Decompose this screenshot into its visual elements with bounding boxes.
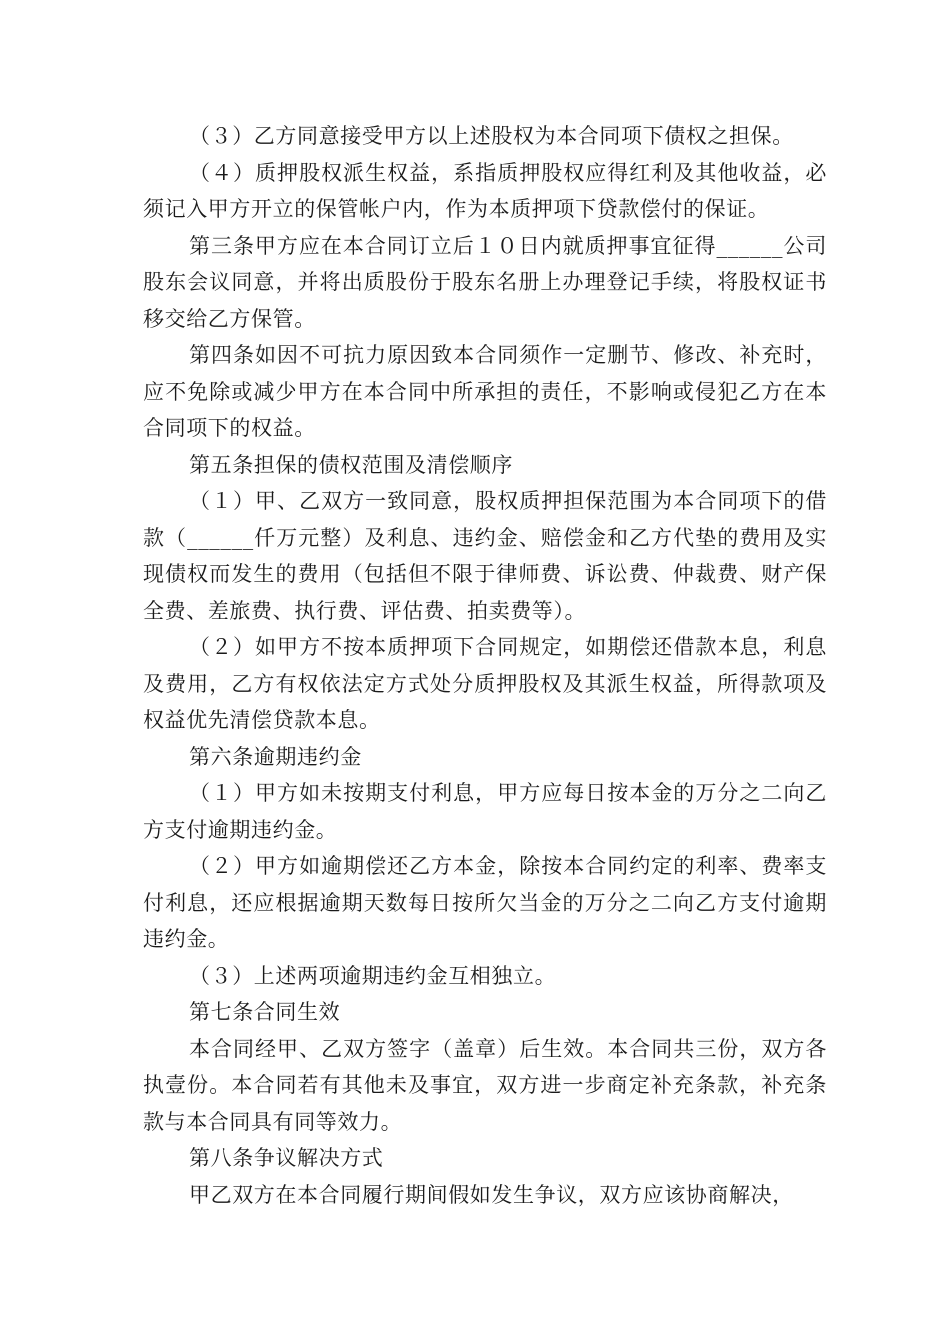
clause-5-heading: 第五条担保的债权范围及清偿顺序 (189, 452, 513, 477)
clause-8-body: 甲乙双方在本合同履行期间假如发生争议，双方应该协商解决， (189, 1182, 794, 1207)
clause-3: 第三条甲方应在本合同订立后１０日内就质押事宜征得______公司股东会议同意，并将出质股份于股东名册上办理登记手续，将股权证书移交给乙方保管。 (143, 233, 827, 331)
clause-6-heading: 第六条逾期违约金 (189, 744, 362, 769)
clause-5-item-2: （２）如甲方不按本质押项下合同规定，如期偿还借款本息，利息及费用，乙方有权依法定方式处分质押股权及其派生权益，所得款项及权益优先清偿贷款本息。 (143, 635, 827, 732)
clause-7-heading: 第七条合同生效 (189, 1000, 341, 1024)
clause-7-body: 本合同经甲、乙双方签字（盖章）后生效。本合同共三份，双方各执壹份。本合同若有其他未及事宜，双方进一步商定补充条款，补充条款与本合同具有同等效力。 (143, 1036, 827, 1134)
clause-2-item-3: （３）乙方同意接受甲方以上述股权为本合同项下债权之担保。 (189, 124, 794, 148)
clause-4: 第四条如因不可抗力原因致本合同须作一定删节、修改、补充时，应不免除或减少甲方在本合同中所承担的责任，不影响或侵犯乙方在本合同项下的权益。 (143, 343, 827, 440)
clause-6-item-1: （１）甲方如未按期支付利息，甲方应每日按本金的万分之二向乙方支付逾期违约金。 (143, 781, 827, 842)
clause-2-item-4: （４）质押股权派生权益，系指质押股权应得红利及其他收益，必须记入甲方开立的保管帐户内，作为本质押项下贷款偿付的保证。 (143, 160, 827, 221)
document-body (143, 118, 827, 1213)
clause-6-item-2: （２）甲方如逾期偿还乙方本金，除按本合同约定的利率、费率支付利息，还应根据逾期天数每日按所欠当金的万分之二向乙方支付逾期违约金。 (143, 854, 827, 951)
clause-8-heading: 第八条争议解决方式 (189, 1146, 384, 1170)
clause-5-item-1: （１）甲、乙双方一致同意，股权质押担保范围为本合同项下的借款（______仟万元整）及利息、违约金、赔偿金和乙方代垫的费用及实现债权而发生的费用（包括但不限于律师费、诉讼费、仲裁费、财产保全费、差旅费、执行费、评估费、拍卖费等）。 (143, 489, 827, 623)
clause-6-item-3: （３）上述两项逾期违约金互相独立。 (189, 963, 557, 988)
